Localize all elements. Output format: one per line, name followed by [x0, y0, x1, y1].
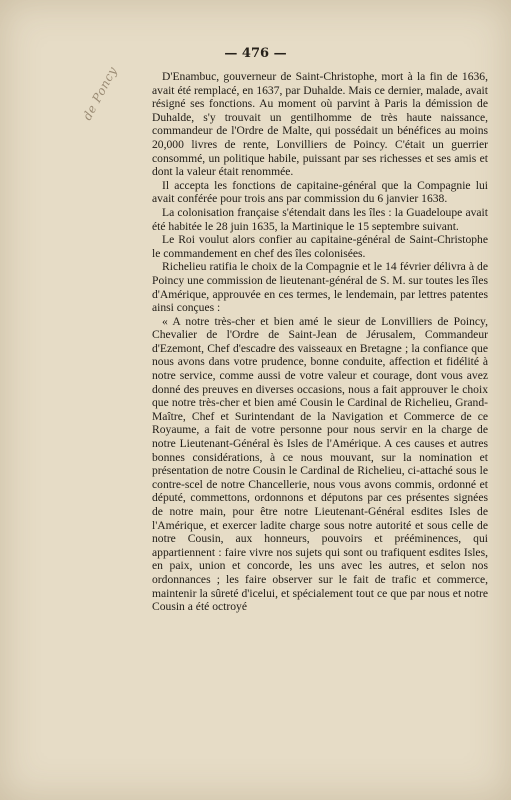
page-number: — 476 —: [224, 46, 287, 61]
body-text: [152, 70, 488, 614]
paragraph-6-letters-patent: « A notre très-cher et bien amé le sieur de Lonvilliers de Poincy, Chevalier de l'Ordre de Saint-Jean de Jérusalem, Commandeur d'Ezemont, Chef d'escadre des vaisseaux en Bretagne ; la confiance que nous avons dans votre prudence, bonne conduite, affection et fidélité à notre service, comme aussi de votre valeur et courage, dont vous avez donné des preuves en diverses occasions, nous a fait approuver le choix que notre très-cher et bien amé Cousin le Cardinal de Richelieu, Grand-Maître, Chef et Surintendant de la Navigation et Commerce de ce Royaume, a fait de votre personne pour nous servir en la charge de notre Lieutenant-Général ès Isles de l'Amérique. A ces causes et autres bonnes considérations, à ce nous mouvant, sur la nomination et présentation de notre Cousin le Cardinal de Richelieu, ci-attaché sous le contre-scel de notre Chancellerie, nous vous avons commis, ordonné et député, commettons, ordonnons et députons par ces présentes signées de notre main, pour être notre Lieutenant-Général esdites Isles de l'Amérique, et exercer ladite charge sous notre autorité et sous celle de notre Cousin, aux honneurs, pouvoirs et prééminences, qui appartiennent : faire vivre nos sujets qui sont ou trafiquent esdites Isles, en paix, union et concorde, les uns avec les autres, et selon nos ordonnances ; les faire observer sur le fait de trafic et commerce, maintenir la sûreté d'iceluі, et spécialement tout ce que par nous et notre Cousin a été octroyé: [152, 314, 488, 614]
paragraph-2: Il accepta les fonctions de capitaine-général que la Compagnie lui avait conférée pour trois ans par commission du 6 janvier 1638.: [152, 178, 488, 206]
paragraph-5: Richelieu ratifia le choix de la Compagnie et le 14 février délivra à de Poincy une commission de lieutenant-général de S. M. sur toutes les îles d'Amérique, approuvée en ces termes, le lendemain, par lettres patentes ainsi conçues :: [152, 260, 488, 315]
handwritten-margin-note: de Poncy: [80, 64, 120, 123]
paragraph-3: La colonisation française s'étendait dans les îles : la Guadeloupe avait été habitée le 28 juin 1635, la Martinique le 15 septembre suivant.: [152, 205, 488, 233]
paragraph-1: D'Enambuc, gouverneur de Saint-Christophe, mort à la fin de 1636, avait été remplacé, en 1637, par Duhalde. Mais ce dernier, malade, avait résigné ses fonctions. Au moment où parvint à Paris la démission de Duhalde, s'y trouvait un gentilhomme de très haute naissance, commandeur de l'Ordre de Malte, qui possédait un bénéfices au moins 20,000 livres de rente, Lonvilliers de Poincy. C'était un guerrier consommé, un politique habile, puissant par ses richesses et ses amis et dont la valeur était renommée.: [152, 70, 488, 179]
paragraph-4: Le Roi voulut alors confier au capitaine-général de Saint-Christophe le commandement en chef des îles colonisées.: [152, 233, 488, 260]
